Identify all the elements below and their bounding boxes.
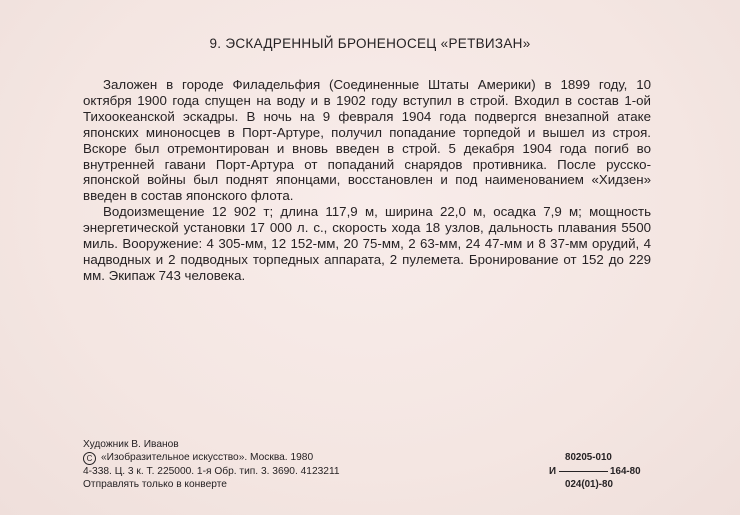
specs-paragraph: Водоизмещение 12 902 т; длина 117,9 м, ширина 22,0 м, осадка 7,9 м; мощность энергетической установки 17 000 л. с., скорость хода 18 узлов, дальность плавания 5500 миль. Вооружение: 4 305-мм, 12 152-мм, 20 75-мм, 2 63-мм, 24 47-мм и 8 37-мм орудий, 4 надводных и 2 подводных торпедных аппарата, 2 пулемета. Бронирование от 152 до 229 мм. Экипаж 743 человека. bbox=[83, 204, 651, 283]
print-info: 4-338. Ц. 3 к. Т. 225000. 1-я Обр. тип. 3. 3690. 4123211 bbox=[83, 466, 340, 477]
code-line-1: 80205-010 bbox=[565, 452, 612, 463]
artist-credit: Художник В. Иванов bbox=[83, 439, 179, 450]
code-line-2-prefix: И bbox=[549, 465, 557, 477]
copyright-icon: C bbox=[83, 452, 96, 465]
publisher-text: «Изобразительное искусство». Москва. 1980 bbox=[101, 452, 314, 463]
catalog-codes bbox=[549, 451, 659, 492]
code-line-2 bbox=[549, 465, 659, 479]
publisher-line bbox=[83, 451, 423, 465]
page-title: 9. ЭСКАДРЕННЫЙ БРОНЕНОСЕЦ «РЕТВИЗАН» bbox=[209, 36, 531, 51]
code-line-2-suffix: 164-80 bbox=[610, 465, 641, 477]
code-rule bbox=[559, 471, 608, 472]
envelope-note: Отправлять только в конверте bbox=[83, 479, 227, 490]
description-body bbox=[83, 77, 651, 284]
imprint-block bbox=[83, 438, 423, 491]
code-line-3: 024(01)-80 bbox=[565, 479, 613, 490]
history-paragraph: Заложен в городе Филадельфия (Соединенные Штаты Америки) в 1899 году, 10 октября 1900 года спущен на воду и в 1902 году вступил в строй. Входил в состав 1-ой Тихоокеанской эскадры. В ночь на 9 февраля 1904 года подвергся внезапной атаке японских миноносцев в Порт-Артуре, получил попадание торпедой и вышел из строя. Вскоре был отремонтирован и вновь введен в строй. 5 декабря 1904 года погиб во внутренней гавани Порт-Артура от попаданий снарядов противника. После русско-японской войны был поднят японцами, восстановлен и под наименованием «Хидзен» введен в состав японского флота. bbox=[83, 77, 651, 204]
